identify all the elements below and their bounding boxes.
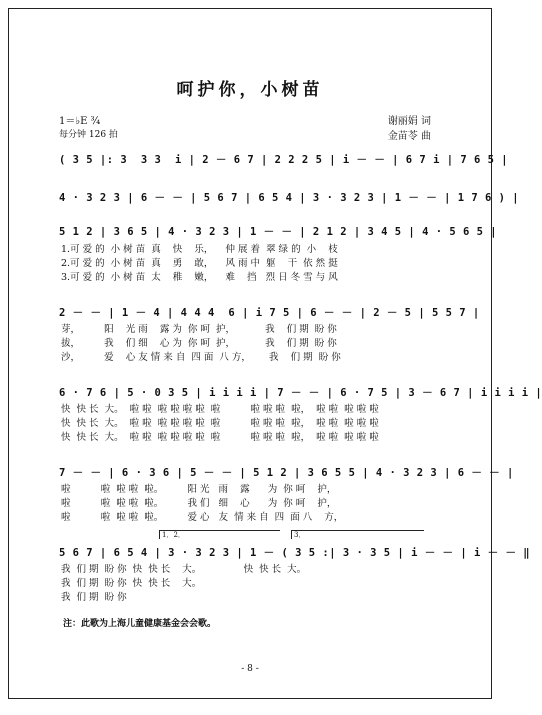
page-number: - 8 -	[241, 664, 259, 674]
lyric-line: 2.可 爱 的 小 树 苗 真 勇 敢， 风 雨 中 躯 干 依 然 挺	[61, 258, 338, 269]
notation-row: 5 6 7 | 6 5 4 | 3 · 3 2 3 | 1 － ( 3 5 :| 3 · 3 5 | i － － | i － － ‖	[59, 547, 531, 559]
notation-row: 2 － － | 1 － 4 | 4 4 4 6 | i 7 5 | 6 － － | 2 － 5 | 5 5 7 |	[59, 307, 480, 319]
tempo-marking: 每分钟 126 拍	[59, 130, 118, 140]
notation-row: 6 · 7 6 | 5 · 0 3 5 | i i i i | 7 － － | 6 · 7 5 | 3 － 6 7 | i i i i |	[59, 387, 542, 399]
notation-row: 7 － － | 6 · 3 6 | 5 － － | 5 1 2 | 3 6 5 5 | 4 · 3 2 3 | 6 － － |	[59, 467, 514, 479]
first-ending-bracket: 1．2．	[159, 530, 280, 539]
footnote: 注：此歌为上海儿童健康基金会会歌。	[63, 619, 217, 629]
lyric-line: 啦 啦 啦 啦 啦。 我 们 细 心 为 你 呵 护，	[61, 498, 337, 509]
score-page	[8, 8, 542, 699]
notation-row: ( 3 5 |: 3 3 3 i | 2 － 6 7 | 2 2 2 5 | i － － | 6 7 i | 7 6 5 |	[59, 154, 509, 166]
lyric-line: 3.可 爱 的 小 树 苗 太 稚 嫩， 难 挡 烈 日 冬 雪 与 风	[61, 272, 338, 283]
lyric-line: 我 们 期 盼 你	[61, 592, 127, 603]
lyricist-credit: 谢丽娟 词	[387, 116, 431, 127]
lyric-line: 啦 啦 啦 啦 啦。 爱 心 友 情 来 自 四 面 八 方，	[61, 512, 344, 523]
lyric-line: 拔， 我 们 细 心 为 你 呵 护， 我 们 期 盼 你	[61, 338, 337, 349]
lyric-line: 我 们 期 盼 你 快 快 长 大。 快 快 长 大。	[61, 564, 307, 575]
lyric-line: 1.可 爱 的 小 树 苗 真 快 乐， 仲 展 着 翠 绿 的 小 枝	[61, 244, 338, 255]
notation-row: 4 · 3 2 3 | 6 － － | 5 6 7 | 6 5 4 | 3 · 3 2 3 | 1 － － | 1 7 6 ) |	[59, 192, 520, 204]
second-ending-bracket: 3．	[291, 530, 424, 539]
lyric-line: 啦 啦 啦 啦 啦。 阳 光 雨 露 为 你 呵 护，	[61, 484, 337, 495]
lyric-line: 快 快 长 大。 啦 啦 啦 啦 啦 啦 啦 啦 啦 啦 啦， 啦 啦 啦 啦 啦	[61, 432, 379, 443]
lyric-line: 快 快 长 大。 啦 啦 啦 啦 啦 啦 啦 啦 啦 啦 啦， 啦 啦 啦 啦 啦	[61, 404, 379, 415]
song-title: 呵护你，小树苗	[176, 80, 324, 100]
lyric-line: 快 快 长 大。 啦 啦 啦 啦 啦 啦 啦 啦 啦 啦 啦， 啦 啦 啦 啦 啦	[61, 418, 379, 429]
lyric-line: 沙， 爱 心 友 情 来 自 四 面 八 方， 我 们 期 盼 你	[61, 352, 341, 363]
composer-credit: 金苗苓 曲	[387, 131, 431, 142]
key-signature: 1＝♭E ¾	[59, 116, 101, 127]
lyric-line: 我 们 期 盼 你 快 快 长 大。	[61, 578, 202, 589]
lyric-line: 芽， 阳 光 雨 露 为 你 呵 护， 我 们 期 盼 你	[61, 324, 337, 335]
notation-row: 5 1 2 | 3 6 5 | 4 · 3 2 3 | 1 － － | 2 1 2 | 3 4 5 | 4 · 5 6 5 |	[59, 226, 498, 238]
